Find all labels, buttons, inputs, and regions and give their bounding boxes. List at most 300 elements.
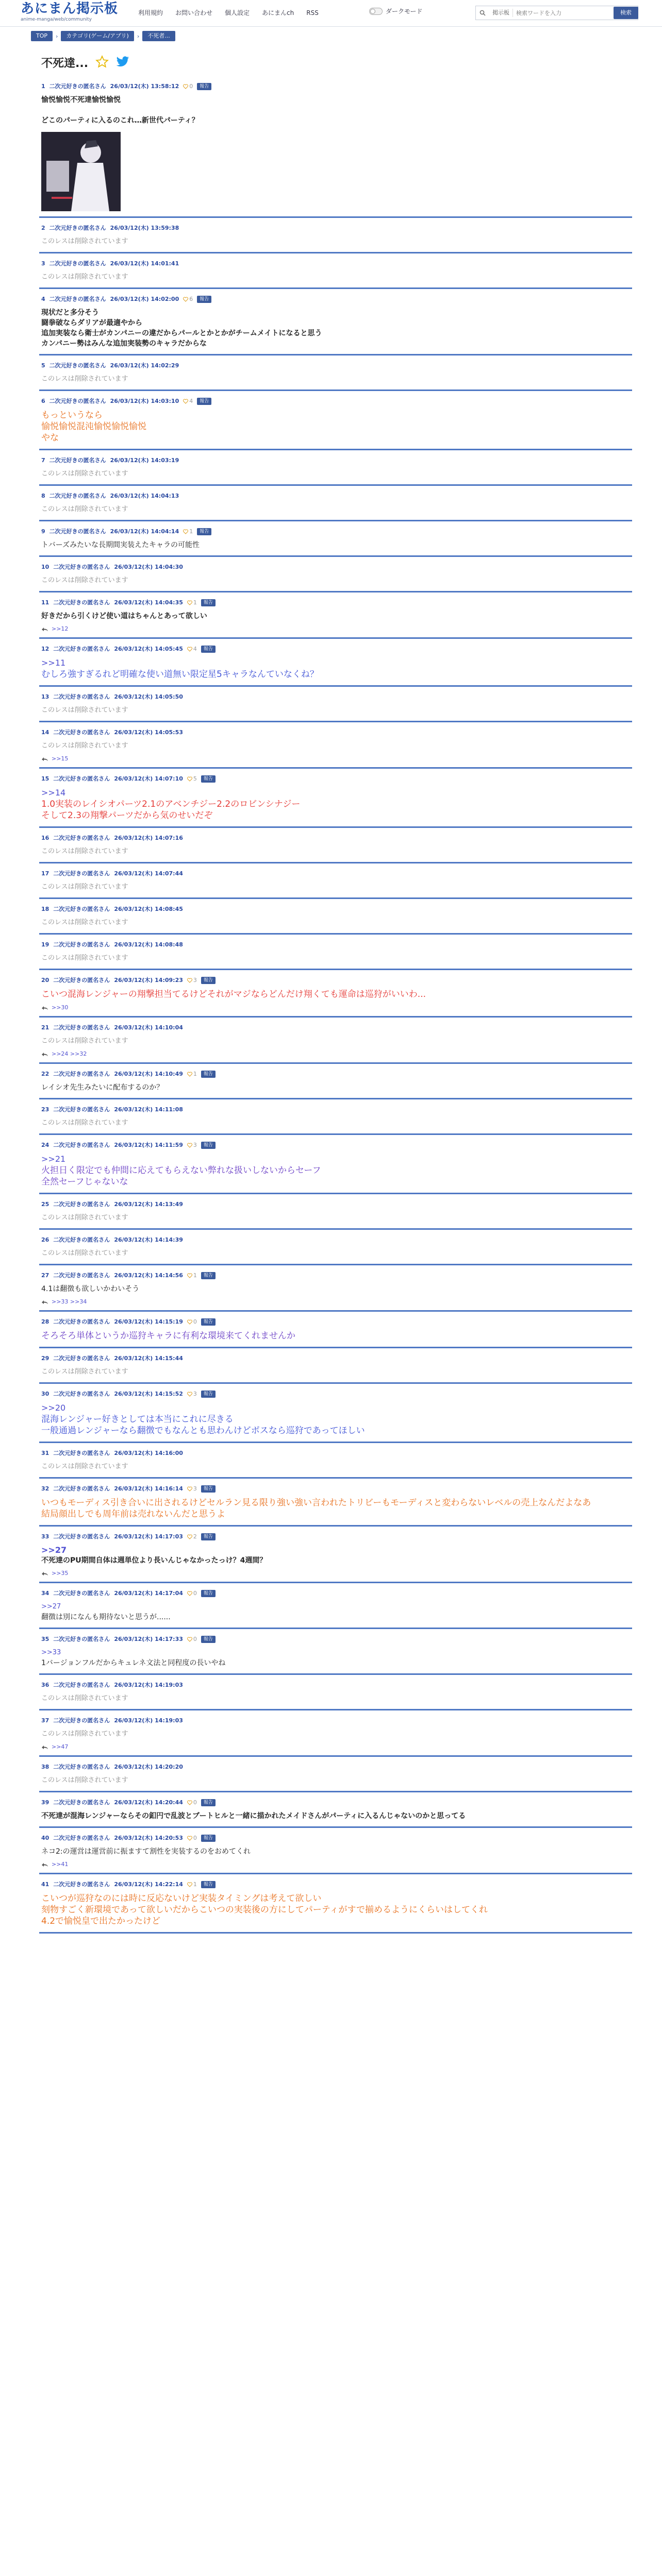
report-button[interactable]: 報告 — [201, 1881, 216, 1888]
post-body — [41, 1284, 630, 1294]
post-header — [41, 905, 630, 913]
reply-links[interactable]: >>12 — [52, 625, 69, 632]
post-header — [41, 1799, 630, 1807]
post-date: 26/03/12(木) 14:02:29 — [110, 362, 179, 369]
post-body — [41, 1367, 630, 1377]
search-icon — [476, 6, 489, 20]
heart-icon — [187, 1392, 192, 1397]
post — [39, 1632, 632, 1675]
post-number[interactable]: 18 — [41, 906, 49, 912]
post-body — [41, 1648, 630, 1668]
like-button[interactable] — [187, 1318, 197, 1326]
nav-animanch[interactable]: あにまんch — [262, 9, 294, 16]
post-date: 26/03/12(木) 14:11:08 — [114, 1106, 183, 1113]
heart-icon — [187, 1836, 192, 1841]
post — [39, 79, 632, 218]
like-count: 0 — [193, 1799, 197, 1806]
post — [39, 1530, 632, 1583]
post-number[interactable]: 35 — [41, 1636, 49, 1642]
post-body — [41, 540, 630, 550]
site-logo[interactable] — [21, 1, 124, 23]
post — [39, 1351, 632, 1384]
page-title: 不死達... — [41, 57, 89, 70]
post — [39, 867, 632, 899]
heart-icon — [187, 776, 192, 782]
post-image-thumbnail[interactable] — [41, 132, 121, 211]
post-author: 二次元好きの匿名さん — [53, 599, 110, 606]
post-body — [41, 953, 630, 963]
post-author: 二次元好きの匿名さん — [53, 1835, 110, 1841]
report-button[interactable]: 報告 — [197, 398, 211, 405]
report-button[interactable]: 報告 — [201, 977, 216, 984]
post — [39, 1760, 632, 1792]
like-button[interactable] — [183, 295, 193, 303]
post-date: 26/03/12(木) 14:17:03 — [114, 1533, 183, 1540]
post-text: むしろ強すぎるれど明確な使い道無い限定星5キャラなんていなくね？ — [41, 669, 319, 680]
post-header — [41, 362, 630, 370]
like-button[interactable] — [183, 528, 193, 536]
post-body — [41, 611, 630, 621]
reply-anchor-link[interactable]: >>20 — [41, 1403, 66, 1413]
post-number[interactable]: 15 — [41, 775, 49, 782]
post-number[interactable]: 22 — [41, 1071, 49, 1077]
post-author: 二次元好きの匿名さん — [49, 362, 106, 369]
like-button[interactable] — [187, 1485, 197, 1493]
post-body — [41, 705, 630, 716]
post-date: 26/03/12(木) 14:22:14 — [114, 1881, 183, 1888]
post-number[interactable]: 3 — [41, 260, 45, 267]
post-number[interactable]: 10 — [41, 564, 49, 570]
post-text: このレスは削除されています — [41, 375, 128, 383]
post-body — [41, 1811, 630, 1821]
post-text: このレスは削除されています — [41, 883, 128, 891]
reply-links[interactable]: >>33 >>34 — [52, 1298, 87, 1305]
like-count: 1 — [193, 1881, 197, 1888]
post-body — [41, 1775, 630, 1786]
post-author: 二次元好きの匿名さん — [53, 1355, 110, 1362]
post-number[interactable]: 21 — [41, 1024, 49, 1031]
post — [39, 489, 632, 521]
post-number[interactable]: 11 — [41, 599, 49, 606]
post-body — [41, 410, 630, 444]
report-button[interactable]: 報告 — [201, 1391, 216, 1398]
like-count: 3 — [193, 1142, 197, 1148]
heart-icon — [187, 1591, 192, 1596]
post — [39, 642, 632, 687]
post-body — [41, 1602, 630, 1622]
post-text: このレスは削除されています — [41, 577, 128, 584]
report-button[interactable]: 報告 — [197, 83, 211, 90]
reply-links[interactable]: >>30 — [52, 1004, 69, 1011]
report-button[interactable]: 報告 — [201, 1318, 216, 1326]
post-header — [41, 1070, 630, 1078]
post-header — [41, 295, 630, 303]
post-number[interactable]: 19 — [41, 941, 49, 948]
post-number[interactable]: 4 — [41, 296, 45, 302]
post-header — [41, 528, 630, 536]
post-author: 二次元好きの匿名さん — [53, 1201, 110, 1208]
post-header — [41, 1717, 630, 1725]
nav-settings[interactable]: 個人設定 — [225, 9, 250, 16]
replies-row — [41, 1743, 630, 1750]
post-text: このレスは削除されています — [41, 505, 128, 513]
post-number[interactable]: 29 — [41, 1355, 49, 1362]
reply-links[interactable]: >>24 >>32 — [52, 1050, 87, 1057]
post-date: 26/03/12(木) 14:01:41 — [110, 260, 179, 267]
post-date: 26/03/12(木) 14:16:14 — [114, 1485, 183, 1492]
post-date: 26/03/12(木) 14:04:14 — [110, 528, 179, 535]
post-number[interactable]: 40 — [41, 1835, 49, 1841]
reply-anchor-link[interactable]: >>27 — [41, 1545, 67, 1555]
like-button[interactable] — [187, 1141, 197, 1149]
like-count: 3 — [193, 1391, 197, 1397]
report-button[interactable]: 報告 — [201, 775, 216, 783]
reply-anchor-link[interactable]: >>21 — [41, 1154, 66, 1164]
reply-arrow-icon — [41, 1052, 48, 1057]
post — [39, 938, 632, 970]
report-button[interactable]: 報告 — [201, 1835, 216, 1842]
like-count: 1 — [193, 1272, 197, 1279]
post-list — [39, 79, 632, 1937]
report-button[interactable]: 報告 — [201, 1142, 216, 1149]
toggle-knob — [370, 9, 375, 14]
post-author: 二次元好きの匿名さん — [53, 646, 110, 652]
reply-links[interactable]: >>47 — [52, 1743, 69, 1750]
post-date: 26/03/12(木) 14:13:49 — [114, 1201, 183, 1208]
post-body — [41, 95, 630, 126]
heart-icon — [187, 1143, 192, 1148]
reply-links[interactable]: >>15 — [52, 755, 69, 762]
post-header — [41, 976, 630, 985]
heart-icon — [187, 1319, 192, 1325]
report-button[interactable]: 報告 — [201, 646, 216, 653]
post-author: 二次元好きの匿名さん — [53, 1485, 110, 1492]
post-header — [41, 870, 630, 878]
post-author: 二次元好きの匿名さん — [53, 1881, 110, 1888]
post-number[interactable]: 33 — [41, 1533, 49, 1540]
heart-icon — [183, 399, 188, 404]
heart-icon — [187, 647, 192, 652]
post-number[interactable]: 28 — [41, 1318, 49, 1325]
post-body — [41, 272, 630, 282]
breadcrumb-category[interactable]: カテゴリ(ゲーム/アプリ) — [61, 31, 134, 41]
like-count: 0 — [193, 1318, 197, 1325]
post-body — [41, 1545, 630, 1566]
post-date: 26/03/12(木) 14:15:19 — [114, 1318, 183, 1325]
logo-text: あにまん掲示板 — [21, 1, 119, 16]
report-button[interactable]: 報告 — [201, 1636, 216, 1643]
post-text: 火担日く限定でも仲間に応えてもらえない弊れな扱いしないからセーフ 全然セーフじゃないな — [41, 1165, 321, 1187]
post-header — [41, 1834, 630, 1842]
post-body — [41, 1154, 630, 1188]
post-body — [41, 308, 630, 349]
favorite-star-icon[interactable] — [95, 55, 109, 71]
post-header — [41, 1533, 630, 1541]
like-button[interactable] — [187, 1635, 197, 1643]
post-date: 26/03/12(木) 14:19:03 — [114, 1717, 183, 1724]
like-count: 1 — [193, 599, 197, 606]
report-button[interactable]: 報告 — [201, 1071, 216, 1078]
post-number[interactable]: 34 — [41, 1590, 49, 1597]
post-header — [41, 728, 630, 737]
post-number[interactable]: 16 — [41, 835, 49, 841]
post-number[interactable]: 32 — [41, 1485, 49, 1492]
heart-icon — [187, 1882, 192, 1887]
breadcrumb — [31, 31, 175, 41]
post — [39, 831, 632, 863]
post-header — [41, 1200, 630, 1209]
like-button[interactable] — [187, 1880, 197, 1889]
like-count: 0 — [193, 1636, 197, 1642]
post-number[interactable]: 12 — [41, 646, 49, 652]
post — [39, 524, 632, 557]
post-body — [41, 846, 630, 857]
reply-arrow-icon — [41, 1299, 48, 1304]
post-number[interactable]: 13 — [41, 693, 49, 700]
post-body — [41, 1497, 630, 1520]
post — [39, 1103, 632, 1135]
post-author: 二次元好きの匿名さん — [53, 1391, 110, 1397]
logo-subtext: anime-manga/web/community — [21, 17, 92, 22]
reply-anchor-link[interactable]: >>11 — [41, 658, 66, 668]
post-date: 26/03/12(木) 14:08:45 — [114, 906, 183, 912]
post-author: 二次元好きの匿名さん — [53, 1764, 110, 1770]
post-header — [41, 1354, 630, 1363]
post-header — [41, 1272, 630, 1280]
breadcrumb-top[interactable]: TOP — [31, 31, 53, 41]
replies-row — [41, 1298, 630, 1305]
post-header — [41, 1141, 630, 1149]
like-count: 4 — [189, 398, 193, 404]
post-number[interactable]: 41 — [41, 1881, 49, 1888]
report-button[interactable]: 報告 — [201, 1590, 216, 1597]
heart-icon — [183, 297, 188, 302]
like-button[interactable] — [187, 1533, 197, 1541]
report-button[interactable]: 報告 — [201, 1799, 216, 1806]
dark-mode-toggle[interactable] — [369, 7, 423, 15]
post — [39, 1315, 632, 1348]
breadcrumb-thread[interactable]: 不死者... — [142, 31, 175, 41]
like-button[interactable] — [187, 1272, 197, 1280]
post-number[interactable]: 26 — [41, 1236, 49, 1243]
post-body — [41, 1693, 630, 1704]
reply-arrow-icon — [41, 1005, 48, 1010]
report-button[interactable]: 報告 — [201, 1533, 216, 1540]
reply-links[interactable]: >>35 — [52, 1570, 69, 1577]
post — [39, 221, 632, 253]
post — [39, 1877, 632, 1934]
post — [39, 359, 632, 391]
reply-links[interactable]: >>41 — [52, 1861, 69, 1868]
post-header — [41, 224, 630, 232]
header-nav — [132, 7, 325, 19]
heart-icon — [187, 1486, 192, 1492]
heart-icon — [183, 84, 188, 89]
report-button[interactable]: 報告 — [201, 599, 216, 606]
like-button[interactable] — [187, 1834, 197, 1842]
reply-arrow-icon — [41, 626, 48, 632]
like-button[interactable] — [187, 645, 197, 653]
heart-icon — [187, 978, 192, 983]
post-date: 26/03/12(木) 14:15:44 — [114, 1355, 183, 1362]
like-button[interactable] — [187, 599, 197, 607]
post-date: 26/03/12(木) 14:04:35 — [114, 599, 183, 606]
toggle-switch[interactable] — [369, 8, 383, 15]
post-header — [41, 941, 630, 949]
post-date: 26/03/12(木) 14:05:53 — [114, 729, 183, 736]
post-author: 二次元好きの匿名さん — [49, 225, 106, 231]
post-number[interactable]: 39 — [41, 1799, 49, 1806]
like-count: 0 — [193, 1590, 197, 1597]
post-number[interactable]: 14 — [41, 729, 49, 736]
post-header — [41, 260, 630, 268]
post-text: このレスは削除されています — [41, 1249, 128, 1257]
nav-terms[interactable]: 利用規約 — [138, 9, 163, 16]
post-author: 二次元好きの匿名さん — [53, 1106, 110, 1113]
post-date: 26/03/12(木) 14:07:16 — [114, 835, 183, 841]
post-number[interactable]: 31 — [41, 1450, 49, 1456]
post-text: このレスは削除されています — [41, 1730, 128, 1738]
post-text: 混海レンジャー好きとしては本当にこれに尽きる 一般通過レンジャーなら翻徴でもなんとも思わんけどボスなら巡狩であってほしい — [41, 1414, 365, 1436]
post-author: 二次元好きの匿名さん — [53, 1272, 110, 1279]
report-button[interactable]: 報告 — [201, 1485, 216, 1493]
post — [39, 1714, 632, 1757]
post-body — [41, 882, 630, 892]
post — [39, 1233, 632, 1265]
post-text: もっというなら 愉悦愉悦混沌愉悦愉悦愉悦 やな — [41, 410, 146, 443]
like-button[interactable] — [187, 1070, 197, 1078]
post — [39, 772, 632, 828]
like-button[interactable] — [187, 1390, 197, 1398]
like-count: 6 — [189, 296, 193, 302]
post-number[interactable]: 37 — [41, 1717, 49, 1724]
post-author: 二次元好きの匿名さん — [53, 693, 110, 700]
post — [39, 1586, 632, 1629]
post-text: こいつが巡狩なのには時に反応ないけど実装タイミングは考えて欲しい 刻物すごく新環境であって欲しいだからこいつの実装後の方にしてパーティがすで揃めるようにくらいはしてくれ 4.2で愉悦皇で出たかったけど — [41, 1893, 488, 1926]
post-header — [41, 1880, 630, 1889]
reply-anchor-link[interactable]: >>27 — [41, 1603, 61, 1611]
like-button[interactable] — [187, 976, 197, 985]
post-body — [41, 1248, 630, 1259]
post-text: 4.1は翻徴も欲しいかわいそう — [41, 1285, 140, 1293]
post-number[interactable]: 6 — [41, 398, 45, 404]
post-number[interactable]: 24 — [41, 1142, 49, 1148]
post-text: このレスは削除されています — [41, 919, 128, 926]
heart-icon — [187, 1637, 192, 1642]
like-button[interactable] — [183, 82, 193, 91]
post-number[interactable]: 5 — [41, 362, 45, 369]
post-number[interactable]: 7 — [41, 457, 45, 464]
post-number[interactable]: 25 — [41, 1201, 49, 1208]
post-header — [41, 1236, 630, 1244]
post-body — [41, 504, 630, 515]
post-number[interactable]: 38 — [41, 1764, 49, 1770]
post-author: 二次元好きの匿名さん — [53, 941, 110, 948]
post-body — [41, 787, 630, 821]
post-author: 二次元好きの匿名さん — [53, 870, 110, 877]
post-header — [41, 1635, 630, 1643]
post-number[interactable]: 9 — [41, 528, 45, 535]
post-text: このレスは削除されています — [41, 1119, 128, 1127]
post-body — [41, 989, 630, 1000]
post-number[interactable]: 1 — [41, 83, 45, 90]
post-body — [41, 741, 630, 751]
post-number[interactable]: 8 — [41, 493, 45, 499]
post-date: 26/03/12(木) 14:04:30 — [114, 564, 183, 570]
post — [39, 1268, 632, 1312]
post-header — [41, 834, 630, 842]
dark-mode-label: ダークモード — [386, 8, 423, 15]
nav-contact[interactable]: お問い合わせ — [175, 9, 213, 16]
site-header — [0, 0, 662, 27]
report-button[interactable]: 報告 — [201, 1272, 216, 1279]
post-author: 二次元好きの匿名さん — [53, 1533, 110, 1540]
like-button[interactable] — [187, 775, 197, 783]
like-button[interactable] — [183, 397, 193, 405]
post-date: 26/03/12(木) 14:20:53 — [114, 1835, 183, 1841]
post-text: このレスは削除されています — [41, 954, 128, 962]
post-author: 二次元好きの匿名さん — [53, 1450, 110, 1456]
post-date: 26/03/12(木) 14:09:23 — [114, 977, 183, 984]
reply-anchor-link[interactable]: >>14 — [41, 788, 66, 798]
search-button[interactable]: 検索 — [614, 7, 638, 19]
like-count: 0 — [189, 83, 193, 90]
replies-row — [41, 755, 630, 762]
post-number[interactable]: 27 — [41, 1272, 49, 1279]
like-button[interactable] — [187, 1799, 197, 1807]
heart-icon — [187, 1273, 192, 1278]
post-text: いつもモーディス引き合いに出されるけどセルラン見る限り強い強い言われたトリビーもモーディスと変わらないレベルの売上なんだよなあ 結局顔出しでも周年前は売れないんだと思うよ — [41, 1498, 591, 1519]
post-date: 26/03/12(木) 14:17:04 — [114, 1590, 183, 1597]
twitter-share-icon[interactable] — [116, 56, 129, 70]
post-number[interactable]: 20 — [41, 977, 49, 984]
post-date: 26/03/12(木) 14:05:50 — [114, 693, 183, 700]
heart-icon — [187, 1800, 192, 1805]
post-number[interactable]: 30 — [41, 1391, 49, 1397]
post-number[interactable]: 23 — [41, 1106, 49, 1113]
reply-anchor-link[interactable]: >>33 — [41, 1649, 61, 1656]
post — [39, 453, 632, 486]
post — [39, 292, 632, 355]
post — [39, 1678, 632, 1710]
post-number[interactable]: 36 — [41, 1682, 49, 1688]
post-author: 二次元好きの匿名さん — [49, 528, 106, 535]
post — [39, 560, 632, 592]
post-text: レイシオ先生みたいに配布するのか？ — [41, 1083, 164, 1092]
post-date: 26/03/12(木) 14:07:44 — [114, 870, 183, 877]
breadcrumb-separator-icon: › — [137, 32, 140, 40]
post-number[interactable]: 2 — [41, 225, 45, 231]
post-date: 26/03/12(木) 14:14:39 — [114, 1236, 183, 1243]
like-count: 5 — [193, 775, 197, 782]
report-button[interactable]: 報告 — [197, 296, 211, 303]
report-button[interactable]: 報告 — [197, 528, 211, 535]
like-button[interactable] — [187, 1589, 197, 1598]
post-body — [41, 1036, 630, 1046]
heart-icon — [187, 1534, 192, 1539]
post-text: このレスは削除されています — [41, 1694, 128, 1702]
post — [39, 257, 632, 289]
nav-rss[interactable]: RSS — [306, 9, 319, 16]
post-body — [41, 918, 630, 928]
post-date: 26/03/12(木) 14:03:10 — [110, 398, 179, 404]
search-scope-select[interactable]: 掲示板 — [489, 9, 513, 17]
post-number[interactable]: 17 — [41, 870, 49, 877]
post-author: 二次元好きの匿名さん — [53, 1236, 110, 1243]
title-area — [41, 55, 129, 71]
post-body — [41, 657, 630, 680]
post-header — [41, 397, 630, 405]
